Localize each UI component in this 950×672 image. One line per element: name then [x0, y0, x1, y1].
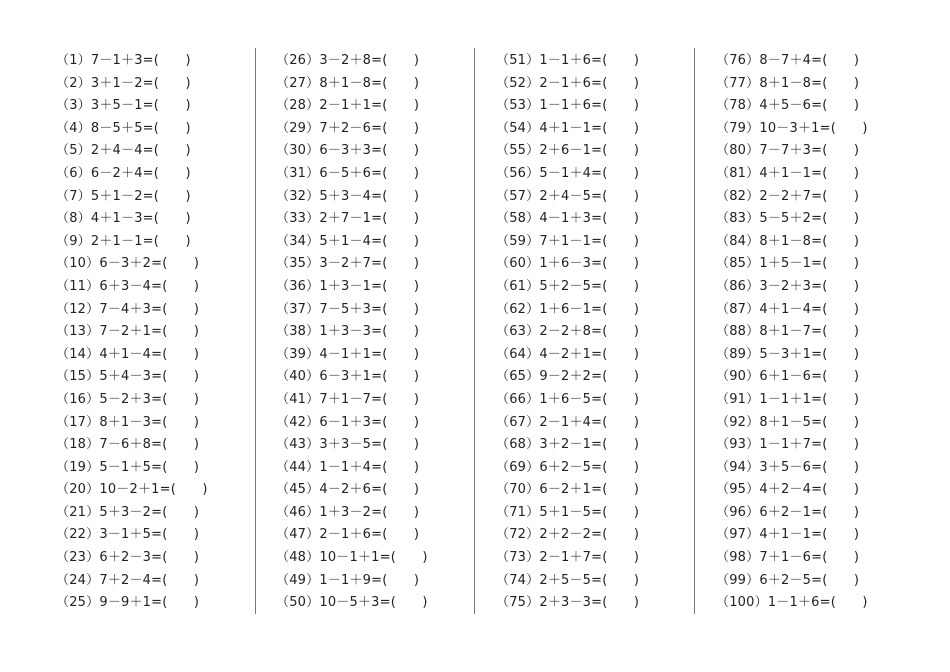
- problem-21: （21）5＋3－2=( ): [56, 504, 200, 520]
- problem-96: （96）6＋2－1=( ): [716, 504, 860, 520]
- problem-64: （64）4－2＋1=( ): [496, 346, 640, 362]
- problem-41: （41）7＋1－7=( ): [276, 391, 420, 407]
- problem-34: （34）5＋1－4=( ): [276, 233, 420, 249]
- problem-35: （35）3－2＋7=( ): [276, 256, 420, 272]
- problem-16: （16）5－2＋3=( ): [56, 391, 200, 407]
- problem-4: （4）8－5＋5=( ): [56, 120, 191, 136]
- problem-5: （5）2＋4－4=( ): [56, 143, 191, 159]
- problem-83: （83）5－5＋2=( ): [716, 211, 860, 227]
- problem-88: （88）8＋1－7=( ): [716, 324, 860, 340]
- problem-93: （93）1－1＋7=( ): [716, 437, 860, 453]
- problem-100: （100）1－1＋6=( ): [716, 595, 868, 611]
- problem-32: （32）5＋3－4=( ): [276, 188, 420, 204]
- problem-37: （37）7－5＋3=( ): [276, 301, 420, 317]
- problem-27: （27）8＋1－8=( ): [276, 75, 420, 91]
- problem-62: （62）1＋6－1=( ): [496, 301, 640, 317]
- problem-97: （97）4＋1－1=( ): [716, 527, 860, 543]
- problem-13: （13）7－2＋1=( ): [56, 324, 200, 340]
- problem-54: （54）4＋1－1=( ): [496, 120, 640, 136]
- problem-87: （87）4＋1－4=( ): [716, 301, 860, 317]
- problem-70: （70）6－2＋1=( ): [496, 482, 640, 498]
- problem-66: （66）1＋6－5=( ): [496, 391, 640, 407]
- problem-column-3: [496, 50, 706, 615]
- problem-55: （55）2＋6－1=( ): [496, 143, 640, 159]
- problem-57: （57）2＋4－5=( ): [496, 188, 640, 204]
- problem-6: （6）6－2＋4=( ): [56, 165, 191, 181]
- problem-73: （73）2－1＋7=( ): [496, 550, 640, 566]
- problem-85: （85）1＋5－1=( ): [716, 256, 860, 272]
- problem-80: （80）7－7＋3=( ): [716, 143, 860, 159]
- problem-28: （28）2－1＋1=( ): [276, 98, 420, 114]
- problem-89: （89）5－3＋1=( ): [716, 346, 860, 362]
- problem-79: （79）10－3＋1=( ): [716, 120, 868, 136]
- problem-74: （74）2＋5－5=( ): [496, 572, 640, 588]
- problem-48: （48）10－1＋1=( ): [276, 550, 428, 566]
- problem-18: （18）7－6＋8=( ): [56, 437, 200, 453]
- problem-39: （39）4－1＋1=( ): [276, 346, 420, 362]
- problem-95: （95）4＋2－4=( ): [716, 482, 860, 498]
- problem-68: （68）3＋2－1=( ): [496, 437, 640, 453]
- problem-90: （90）6＋1－6=( ): [716, 369, 860, 385]
- problem-47: （47）2－1＋6=( ): [276, 527, 420, 543]
- problem-25: （25）9－9＋1=( ): [56, 595, 200, 611]
- problem-71: （71）5＋1－5=( ): [496, 504, 640, 520]
- problem-76: （76）8－7＋4=( ): [716, 53, 860, 68]
- problem-51: （51）1－1＋6=( ): [496, 53, 640, 68]
- problem-86: （86）3－2＋3=( ): [716, 278, 860, 294]
- problem-40: （40）6－3＋1=( ): [276, 369, 420, 385]
- problem-65: （65）9－2＋2=( ): [496, 369, 640, 385]
- problem-63: （63）2－2＋8=( ): [496, 324, 640, 340]
- problem-7: （7）5＋1－2=( ): [56, 188, 191, 204]
- problem-94: （94）3＋5－6=( ): [716, 459, 860, 475]
- problem-3: （3）3＋5－1=( ): [56, 98, 191, 114]
- problem-59: （59）7＋1－1=( ): [496, 233, 640, 249]
- problem-column-1: [56, 50, 266, 615]
- problem-26: （26）3－2＋8=( ): [276, 53, 420, 68]
- problem-98: （98）7＋1－6=( ): [716, 550, 860, 566]
- problem-22: （22）3－1＋5=( ): [56, 527, 200, 543]
- problem-2: （2）3＋1－2=( ): [56, 75, 191, 91]
- problem-44: （44）1－1＋4=( ): [276, 459, 420, 475]
- problem-12: （12）7－4＋3=( ): [56, 301, 200, 317]
- problem-46: （46）1＋3－2=( ): [276, 504, 420, 520]
- problem-78: （78）4＋5－6=( ): [716, 98, 860, 114]
- problem-column-2: [276, 50, 486, 615]
- problem-14: （14）4＋1－4=( ): [56, 346, 200, 362]
- problem-61: （61）5＋2－5=( ): [496, 278, 640, 294]
- problem-43: （43）3＋3－5=( ): [276, 437, 420, 453]
- problem-60: （60）1＋6－3=( ): [496, 256, 640, 272]
- problem-77: （77）8＋1－8=( ): [716, 75, 860, 91]
- problem-49: （49）1－1＋9=( ): [276, 572, 420, 588]
- problem-1: （1）7－1＋3=( ): [56, 53, 191, 68]
- problem-31: （31）6－5＋6=( ): [276, 165, 420, 181]
- problem-42: （42）6－1＋3=( ): [276, 414, 420, 430]
- problem-52: （52）2－1＋6=( ): [496, 75, 640, 91]
- problem-29: （29）7＋2－6=( ): [276, 120, 420, 136]
- problem-33: （33）2＋7－1=( ): [276, 211, 420, 227]
- problem-17: （17）8＋1－3=( ): [56, 414, 200, 430]
- problem-23: （23）6＋2－3=( ): [56, 550, 200, 566]
- problem-15: （15）5＋4－3=( ): [56, 369, 200, 385]
- problem-53: （53）1－1＋6=( ): [496, 98, 640, 114]
- problem-20: （20）10－2＋1=( ): [56, 482, 208, 498]
- problem-8: （8）4＋1－3=( ): [56, 211, 191, 227]
- problem-67: （67）2－1＋4=( ): [496, 414, 640, 430]
- problem-36: （36）1＋3－1=( ): [276, 278, 420, 294]
- problem-9: （9）2＋1－1=( ): [56, 233, 191, 249]
- problem-10: （10）6－3＋2=( ): [56, 256, 200, 272]
- problem-56: （56）5－1＋4=( ): [496, 165, 640, 181]
- problem-92: （92）8＋1－5=( ): [716, 414, 860, 430]
- problem-column-4: [716, 50, 926, 615]
- problem-69: （69）6＋2－5=( ): [496, 459, 640, 475]
- problem-11: （11）6＋3－4=( ): [56, 278, 200, 294]
- problem-38: （38）1＋3－3=( ): [276, 324, 420, 340]
- problem-75: （75）2＋3－3=( ): [496, 595, 640, 611]
- problem-82: （82）2－2＋7=( ): [716, 188, 860, 204]
- problem-84: （84）8＋1－8=( ): [716, 233, 860, 249]
- problem-81: （81）4＋1－1=( ): [716, 165, 860, 181]
- problem-19: （19）5－1＋5=( ): [56, 459, 200, 475]
- problem-72: （72）2＋2－2=( ): [496, 527, 640, 543]
- problem-91: （91）1－1＋1=( ): [716, 391, 860, 407]
- problem-50: （50）10－5＋3=( ): [276, 595, 428, 611]
- problem-58: （58）4－1＋3=( ): [496, 211, 640, 227]
- problem-24: （24）7＋2－4=( ): [56, 572, 200, 588]
- problem-99: （99）6＋2－5=( ): [716, 572, 860, 588]
- problem-45: （45）4－2＋6=( ): [276, 482, 420, 498]
- problem-30: （30）6－3＋3=( ): [276, 143, 420, 159]
